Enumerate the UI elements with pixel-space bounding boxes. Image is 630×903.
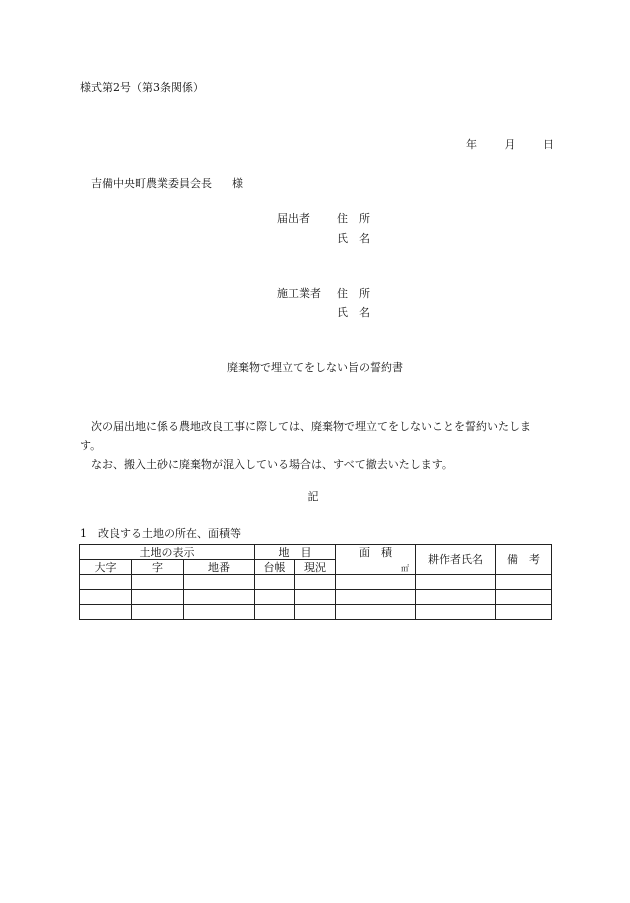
header-area-label: 面 積 <box>359 546 393 559</box>
notifier-label: 届出者 <box>277 212 310 225</box>
header-land-display: 土地の表示 <box>80 545 255 560</box>
addressee-name: 吉備中央町農業委員会長 <box>91 177 212 190</box>
table-cell[interactable] <box>295 605 336 620</box>
date-line <box>466 139 554 150</box>
contractor-name-label: 氏 名 <box>337 306 370 319</box>
table-cell[interactable] <box>132 575 184 590</box>
table-cell[interactable] <box>416 605 496 620</box>
header-aza: 字 <box>132 560 184 575</box>
header-area-unit: ㎡ <box>401 564 410 573</box>
header-genkyo: 現況 <box>295 560 336 575</box>
table-cell[interactable] <box>80 605 132 620</box>
body-text <box>80 417 552 474</box>
header-remarks: 備 考 <box>496 545 552 575</box>
land-table <box>79 544 552 620</box>
table-cell[interactable] <box>80 575 132 590</box>
table-cell[interactable] <box>255 575 295 590</box>
table-cell[interactable] <box>255 590 295 605</box>
table-cell[interactable] <box>336 605 416 620</box>
header-cultivator: 耕作者氏名 <box>416 545 496 575</box>
form-number: 様式第2号（第3条関係） <box>80 81 204 94</box>
addressee-honorific: 様 <box>232 177 243 190</box>
header-daicho: 台帳 <box>255 560 295 575</box>
table-cell[interactable] <box>496 575 552 590</box>
table-cell[interactable] <box>80 590 132 605</box>
table-cell[interactable] <box>184 575 255 590</box>
table-cell[interactable] <box>255 605 295 620</box>
contractor-address-label: 住 所 <box>337 287 370 300</box>
date-year: 年 <box>466 138 477 151</box>
date-month: 月 <box>504 138 516 151</box>
header-land-category: 地 目 <box>255 545 336 560</box>
table-cell[interactable] <box>416 590 496 605</box>
table-cell[interactable] <box>132 605 184 620</box>
table-cell[interactable] <box>184 605 255 620</box>
table-row <box>80 605 552 620</box>
notifier-name-label: 氏 名 <box>337 232 370 245</box>
header-area <box>336 545 416 575</box>
table-row <box>80 575 552 590</box>
table-cell[interactable] <box>295 590 336 605</box>
date-day: 日 <box>543 138 554 151</box>
table-cell[interactable] <box>336 575 416 590</box>
table-cell[interactable] <box>416 575 496 590</box>
section-1-heading: 1 改良する土地の所在、面積等 <box>80 527 241 540</box>
table-cell[interactable] <box>184 590 255 605</box>
table-cell[interactable] <box>496 590 552 605</box>
notifier-address-label: 住 所 <box>337 212 370 225</box>
document-title: 廃棄物で埋立てをしない旨の誓約書 <box>227 361 403 374</box>
header-oaza: 大字 <box>80 560 132 575</box>
table-header-row-1 <box>80 545 552 560</box>
table-cell[interactable] <box>496 605 552 620</box>
addressee <box>91 178 243 189</box>
body-paragraph-2: なお、搬入土砂に廃棄物が混入している場合は、すべて撤去いたします。 <box>91 458 453 471</box>
table-cell[interactable] <box>132 590 184 605</box>
table-row <box>80 590 552 605</box>
body-paragraph-1: 次の届出地に係る農地改良工事に際しては、廃棄物で埋立てをしないことを誓約いたします。 <box>80 420 531 452</box>
table-cell[interactable] <box>295 575 336 590</box>
table-cell[interactable] <box>336 590 416 605</box>
contractor-label: 施工業者 <box>277 287 321 300</box>
ki-heading: 記 <box>307 490 319 503</box>
header-chiban: 地番 <box>184 560 255 575</box>
